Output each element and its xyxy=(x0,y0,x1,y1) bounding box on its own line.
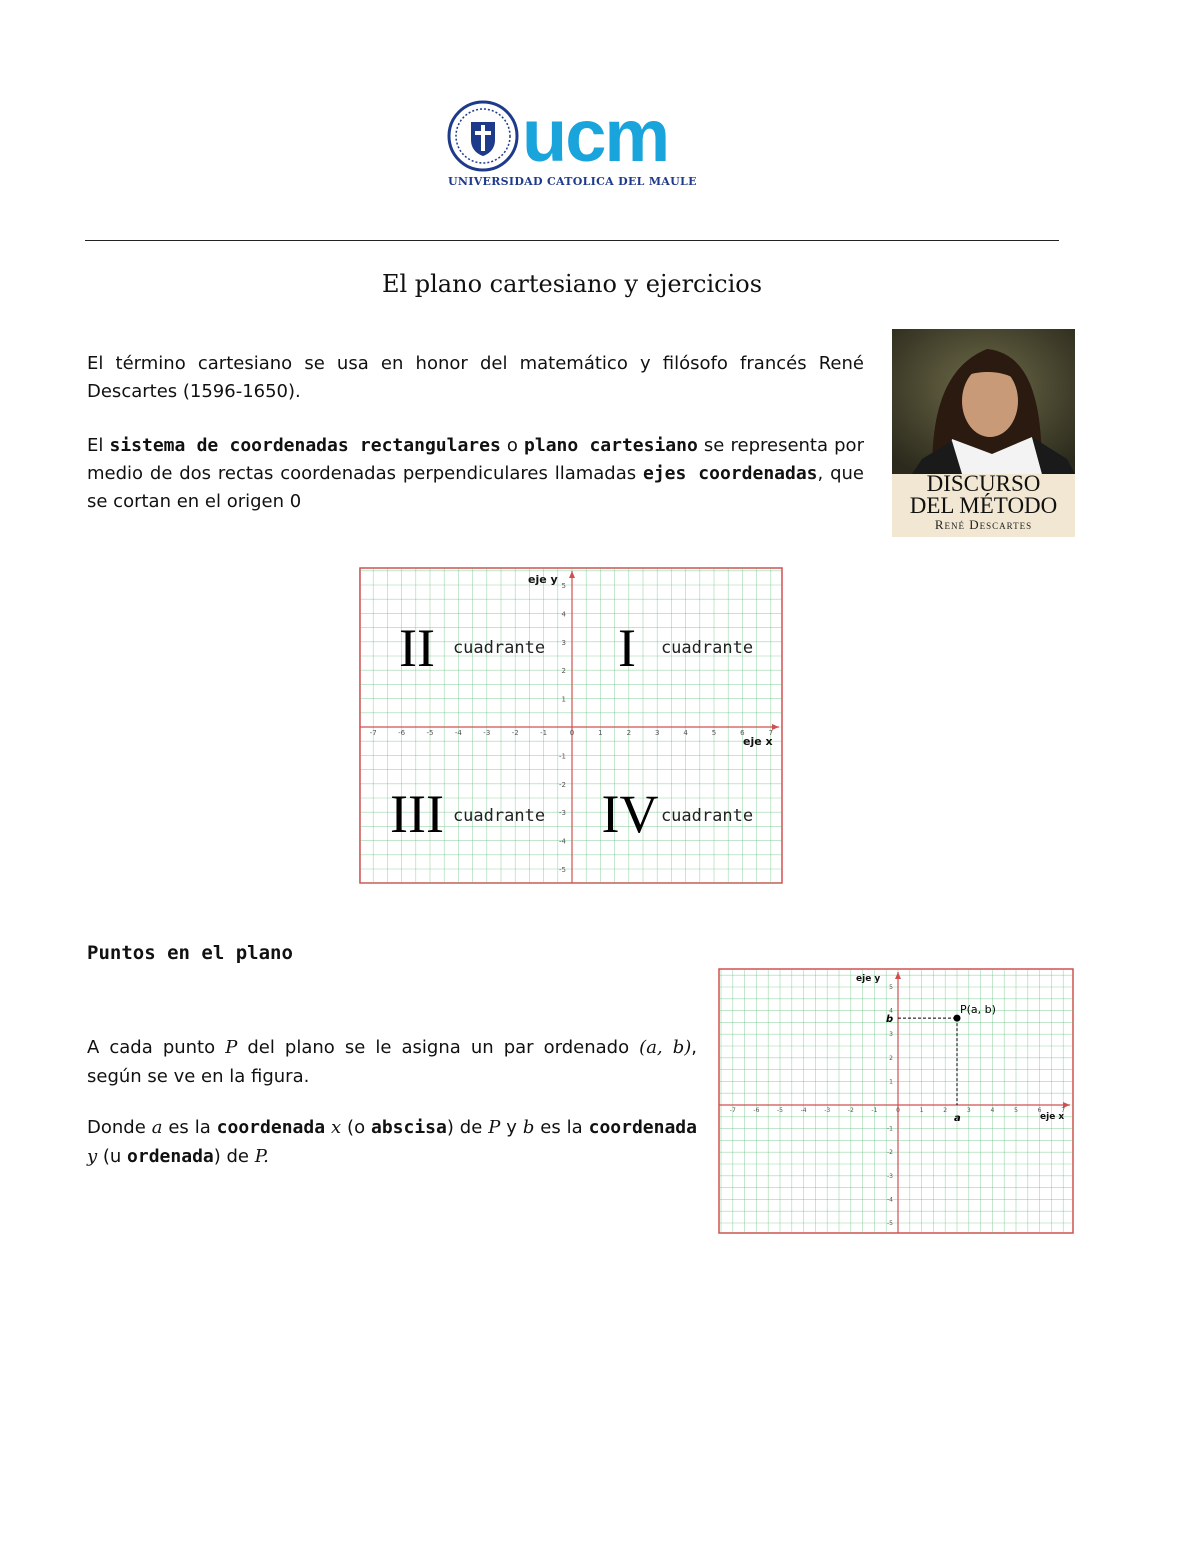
text-run: o xyxy=(500,435,525,456)
quadrant-i-label: cuadrante xyxy=(660,638,754,658)
text-run: Donde xyxy=(87,1117,152,1138)
y-tick-label: -2 xyxy=(559,780,566,789)
y-tick-label: 5 xyxy=(889,984,893,991)
x-tick-label: 4 xyxy=(683,729,688,737)
x-tick-label: 0 xyxy=(896,1107,900,1114)
x-tick-label: -3 xyxy=(483,729,491,737)
university-seal-icon xyxy=(447,100,519,172)
math-symbol: P xyxy=(488,1117,501,1138)
x-tick-label: -6 xyxy=(398,729,406,737)
x-tick-label: 2 xyxy=(943,1107,948,1114)
y-tick-label: -4 xyxy=(887,1196,893,1204)
quadrant-ii-label: cuadrante xyxy=(452,638,546,658)
y-tick-label: 3 xyxy=(561,638,566,647)
x-axis-label: eje x xyxy=(1040,1112,1065,1122)
text-run: (o xyxy=(341,1117,371,1138)
a-label: a xyxy=(954,1113,961,1124)
x-tick-label: 5 xyxy=(711,729,717,737)
x-axis-label: eje x xyxy=(743,735,773,748)
y-axis-label: eje y xyxy=(528,573,558,586)
text-run: se representa por medio de dos rectas coordenadas perpendiculares llamadas xyxy=(87,435,864,484)
y-tick-label: -3 xyxy=(887,1172,893,1180)
y-tick-label: 1 xyxy=(889,1078,893,1086)
y-tick-label: 2 xyxy=(889,1054,893,1062)
book-title-line-2: DEL MÉTODO xyxy=(909,493,1058,518)
term-ordinate: ordenada xyxy=(127,1146,214,1167)
x-tick-label: 5 xyxy=(1014,1107,1018,1114)
y-tick-label: -4 xyxy=(559,837,566,846)
quadrant-iii-numeral: III xyxy=(390,784,444,844)
x-tick-label: 2 xyxy=(626,729,632,737)
y-tick-label: 5 xyxy=(561,582,566,590)
b-label: b xyxy=(886,1014,894,1026)
x-tick-label: 6 xyxy=(740,729,745,737)
quadrant-ii-numeral: II xyxy=(399,618,435,678)
descartes-book-cover xyxy=(892,329,1075,537)
intro-paragraph-1: El término cartesiano se usa en honor del matemático y filósofo francés René Descartes (1596-1650). xyxy=(87,353,864,402)
y-tick-label: 1 xyxy=(561,695,566,704)
text-run: ) de xyxy=(446,1117,489,1138)
term-rectangular-coordinates: sistema de coordenadas rectangulares xyxy=(109,435,501,456)
cartesian-quadrants-figure xyxy=(359,567,783,884)
intro-paragraph-2 xyxy=(87,432,864,516)
descartes-portrait-image xyxy=(892,329,1075,474)
figure-frame xyxy=(719,969,1073,1233)
text-run: (u xyxy=(97,1146,128,1167)
text-run: es la xyxy=(534,1117,589,1138)
text-run: , según se ve en la figura. xyxy=(87,1037,697,1087)
term-coordinate-axes: ejes coordenadas xyxy=(642,463,818,484)
x-tick-label: -7 xyxy=(729,1107,736,1114)
text-run: A cada punto xyxy=(87,1037,226,1058)
term-cartesian-plane: plano cartesiano xyxy=(524,435,698,456)
y-tick-label: -3 xyxy=(559,809,566,818)
y-tick-label: -5 xyxy=(887,1220,893,1227)
term-coordinate: coordenada xyxy=(216,1117,326,1138)
quadrant-iii-label: cuadrante xyxy=(452,806,546,826)
x-tick-label: -2 xyxy=(511,729,519,737)
x-tick-label: -5 xyxy=(426,729,434,737)
x-tick-label: 0 xyxy=(569,729,575,737)
x-tick-label: -6 xyxy=(753,1107,760,1114)
text-run: es la xyxy=(162,1117,217,1138)
x-tick-label: -1 xyxy=(871,1107,878,1114)
math-symbol: P xyxy=(225,1037,238,1058)
y-tick-label: -1 xyxy=(559,752,566,761)
point-p-label: P(a, b) xyxy=(960,1003,996,1017)
math-symbol: (a, b) xyxy=(639,1037,692,1058)
document-title: El plano cartesiano y ejercicios xyxy=(381,270,763,298)
x-tick-label: -4 xyxy=(454,729,462,737)
text-run: del plano se le asigna un par ordenado xyxy=(237,1037,640,1058)
math-symbol: a xyxy=(151,1117,163,1138)
x-tick-label: 4 xyxy=(990,1107,995,1114)
text-run: El xyxy=(87,435,110,456)
x-tick-label: -1 xyxy=(540,729,548,737)
point-coordinates-figure xyxy=(718,968,1074,1234)
x-tick-label: 6 xyxy=(1037,1107,1042,1114)
x-tick-label: 3 xyxy=(654,729,660,737)
term-coordinate: coordenada xyxy=(588,1117,697,1138)
y-tick-label: 3 xyxy=(889,1031,893,1039)
quadrant-iv-numeral: IV xyxy=(601,784,659,844)
y-tick-label: 4 xyxy=(889,1007,893,1015)
text-run: y xyxy=(500,1117,523,1138)
x-tick-label: -4 xyxy=(800,1107,807,1114)
term-abscissa: abscisa xyxy=(371,1117,447,1138)
text-run: , que se cortan en el origen 0 xyxy=(87,463,864,512)
math-symbol: b xyxy=(522,1117,535,1138)
math-symbol: x xyxy=(325,1117,342,1138)
points-paragraph-2 xyxy=(87,1113,697,1171)
points-paragraph-1 xyxy=(87,1033,697,1091)
x-tick-label: -2 xyxy=(847,1107,854,1114)
x-tick-label: 3 xyxy=(966,1107,971,1114)
section-heading: Puntos en el plano xyxy=(87,942,293,964)
y-tick-label: 4 xyxy=(561,610,566,619)
x-tick-label: -5 xyxy=(777,1107,783,1114)
quadrant-iv-label: cuadrante xyxy=(660,806,754,826)
y-tick-label: -1 xyxy=(887,1125,893,1133)
y-tick-label: -2 xyxy=(887,1149,893,1157)
header-rule xyxy=(85,240,1059,241)
x-tick-label: -3 xyxy=(824,1107,831,1114)
quadrant-i-numeral: I xyxy=(618,618,636,678)
x-tick-label: 1 xyxy=(598,729,603,737)
x-tick-label: 7 xyxy=(768,729,774,737)
x-tick-label: -7 xyxy=(369,729,377,737)
y-axis-label: eje y xyxy=(856,974,881,984)
y-tick-label: 2 xyxy=(561,667,566,676)
x-tick-label: 1 xyxy=(919,1107,924,1114)
text-run: ) de xyxy=(213,1146,255,1167)
x-tick-label: 7 xyxy=(1061,1107,1066,1114)
math-symbol: y xyxy=(87,1146,98,1167)
math-symbol: P. xyxy=(254,1146,269,1167)
book-title-line-1: DISCURSO xyxy=(926,471,1041,496)
book-author: René Descartes xyxy=(934,517,1033,532)
logo-wordmark: ucm xyxy=(522,94,669,177)
logo-subtitle: UNIVERSIDAD CATOLICA DEL MAULE xyxy=(448,175,697,188)
y-tick-label: -5 xyxy=(559,866,566,874)
